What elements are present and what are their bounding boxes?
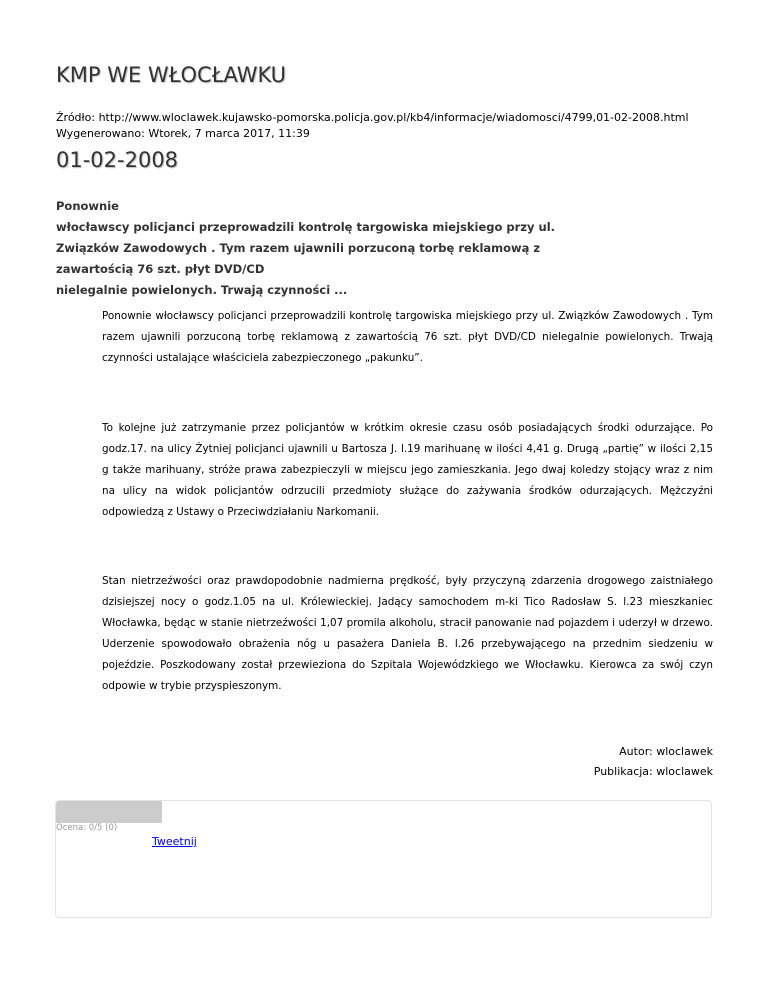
source-url: Źródło: http://www.wloclawek.kujawsko-pomorska.policja.gov.pl/kb4/informacje/wiadomosci/4799,01-02-2008.html — [56, 111, 689, 124]
lead-line: zawartością 76 szt. płyt DVD/CD — [56, 262, 265, 276]
lead-line: Ponownie — [56, 199, 119, 213]
tweet-link[interactable]: Tweetnij — [152, 835, 197, 848]
article-paragraph: Ponownie włocławscy policjanci przeprowadzili kontrolę targowiska miejskiego przy ul. Związków Zawodowych . Tym razem ujawnili porzuconą torbę reklamową z zawartością 76 szt. płyt DVD/CD nielegalnie powielonych. Trwają czynności ustalające właściciela zabezpieczonego „pakunku”. — [102, 310, 713, 364]
meta-info — [56, 110, 689, 142]
rating-text: Ocena: 0/5 (0) — [56, 823, 118, 833]
article-lead — [56, 196, 616, 301]
site-title: KMP WE WŁOCŁAWKU — [56, 63, 287, 87]
generated-date: Wygenerowano: Wtorek, 7 marca 2017, 11:39 — [56, 127, 310, 140]
article-paragraph: Stan nietrzeźwości oraz prawdopodobnie nadmierna prędkość, były przyczyną zdarzenia drogowego zaistniałego dzisiejszej nocy o godz.1.05 na ul. Królewieckiej. Jadący samochodem m-ki Tico Radosław S. l.23 mieszkaniec Włocławka, będąc w stanie nietrzeźwości 1,07 promila alkoholu, stracił panowanie nad pojazdem i uderzył w drzewo. Uderzenie spowodowało obrażenia nóg u pasażera Daniela B. l.26 przebywającego na przednim siedzeniu w pojeździe. Poszkodowany został przewieziona do Szpitala Wojewódzkiego we Włocławku. Kierowca za swój czyn odpowie w trybie przyspieszonym. — [102, 575, 713, 692]
lead-line: włocławscy policjanci przeprowadzili kontrolę targowiska miejskiego przy ul. — [56, 220, 556, 234]
author: Autor: wloclawek — [619, 745, 713, 758]
article-paragraph: To kolejne już zatrzymanie przez policjantów w krótkim okresie czasu osób posiadających środki odurzające. Po godz.17. na ulicy Żytniej policjanci ujawnili u Bartosza J. l.19 marihuanę w ilości 4,41 g. Drugą „partię” w ilości 2,15 g także marihuany, stróże prawa zabezpieczyli w miejscu jego zamieszkania. Jego dwaj koledzy stojący wraz z nim na ulicy na widok policjantów odrzucili przedmioty służące do zażywania środków odurzających. Mężczyźni odpowiedzą z Ustawy o Przeciwdziałaniu Narkomanii. — [102, 422, 713, 518]
article-date: 01-02-2008 — [56, 148, 179, 172]
rating-panel — [55, 800, 712, 918]
rating-bar[interactable] — [56, 801, 162, 823]
publication: Publikacja: wloclawek — [593, 765, 713, 778]
lead-line: Związków Zawodowych . Tym razem ujawnili porzuconą torbę reklamową z — [56, 241, 541, 255]
author-block — [594, 742, 713, 782]
lead-line: nielegalnie powielonych. Trwają czynności ... — [56, 283, 348, 297]
